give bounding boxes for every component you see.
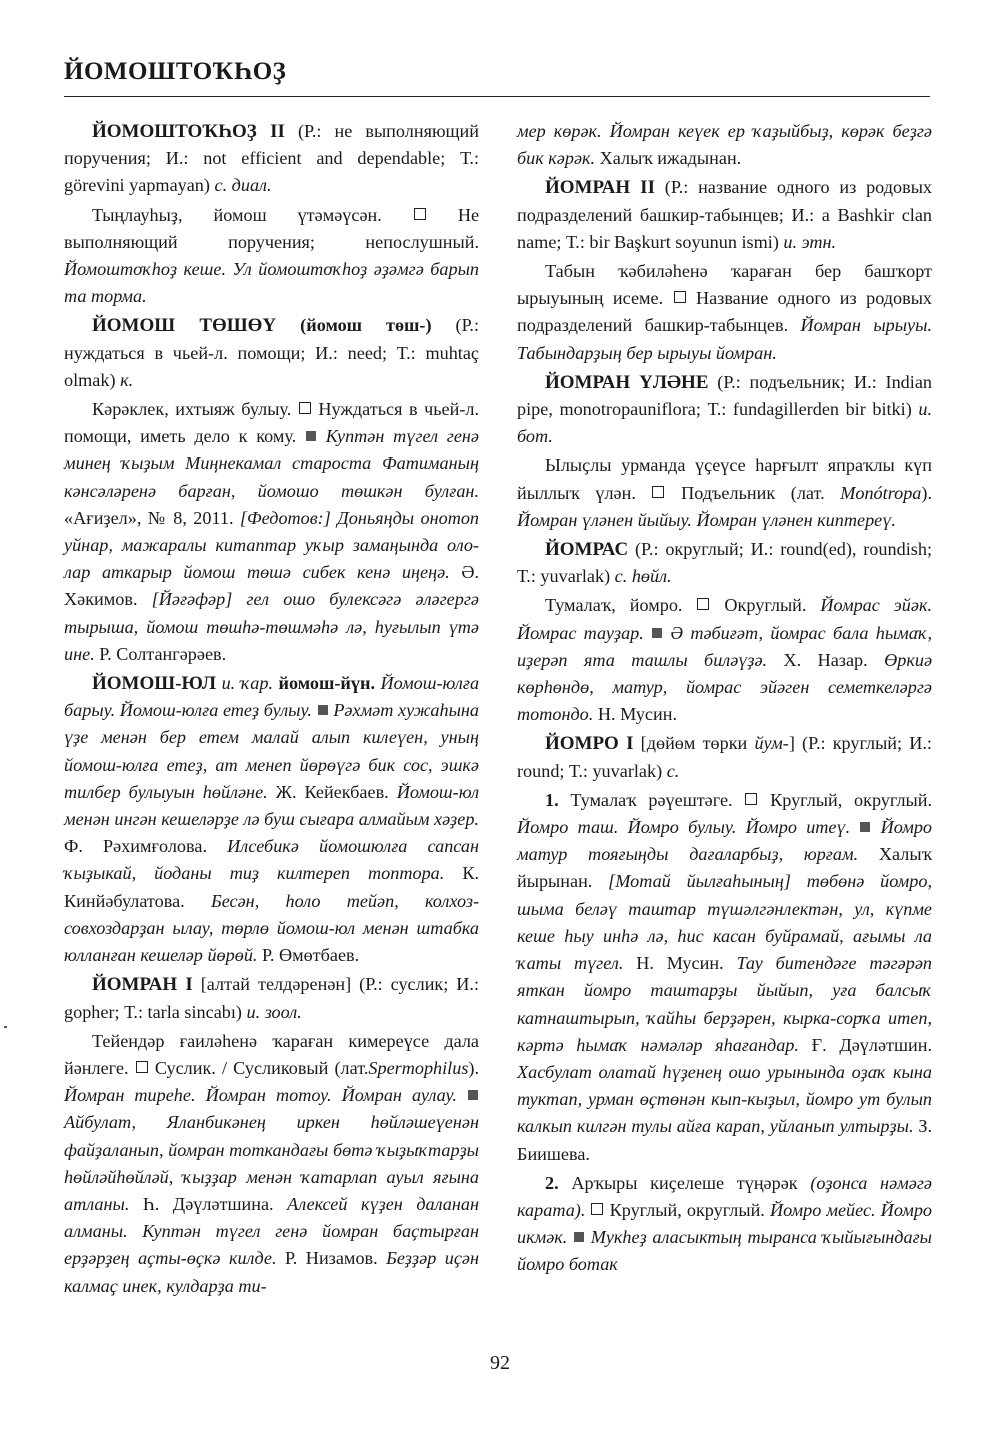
- source: Һ. Дәүләтшина.: [142, 1193, 274, 1214]
- latin-name: Spermophilus: [368, 1057, 469, 1078]
- source: З. Биишева.: [517, 1116, 933, 1164]
- definition: (Р.: название одного из родовых подразделений башкир-табынцев; И.: a Bashkir clan name; Т.: bir Başkurt soyunun ismi): [517, 177, 933, 252]
- definition: (Р.: не выполняющий поручения; И.: not efficient and dependable; Т.: görevini yapmayan): [64, 121, 479, 196]
- etymology: [дөйөм төрки: [640, 733, 748, 754]
- example: Беҙҙәр иҫән калмаҫ инек, кулдарҙа ти-: [64, 1248, 479, 1296]
- example: [Мотай йылғаһының] төбөнә йомро, шыма беләү таштар түшәлгәнлектән, ул, күпме кеше һыу инһә лә, һис касан буйрамай, ағымы ла ҡаты түгел.: [517, 871, 932, 974]
- sense-number: 1.: [545, 789, 559, 810]
- example-bullet-icon: [652, 628, 662, 638]
- translation: Круглый, округлый.: [609, 1199, 765, 1220]
- example: Ә тәбиғәт, йомрас бала һымаҡ, иҙерәп ята ташлы биләүҙә.: [517, 622, 933, 670]
- headword: ЙОМОШТОҠҺОҘ II: [92, 121, 285, 142]
- translation: Подъельник (лат.: [681, 482, 825, 503]
- source: Р. Солтангәрәев.: [99, 643, 227, 664]
- entry-yomran-2: [517, 174, 932, 256]
- translation: Округлый.: [724, 595, 807, 616]
- entry-yomro-1-sense-2: [517, 1170, 932, 1279]
- entry-yomran-ulane-sense: [517, 452, 932, 534]
- sense-text: Тумалаҡ рәүештәге.: [570, 789, 733, 810]
- entry-yomoshtokhoz: [64, 118, 479, 200]
- left-column: [64, 118, 479, 1302]
- definition: (Р.: подъельник; И.: Indian pipe, monotropauniflora; Т.: fundagillerden bir bitki): [517, 371, 932, 420]
- source: Ә. Хәкимов.: [64, 562, 480, 610]
- headword: ЙОМРАН II: [545, 177, 655, 199]
- translation-square-icon: [674, 291, 686, 303]
- headword: ЙОМОШ ТӨШӨҮ: [92, 315, 277, 337]
- entry-continuation: [517, 118, 932, 172]
- source: Халыҡ ижадынан.: [599, 148, 742, 169]
- grammar-label: и. зоол.: [246, 1001, 302, 1022]
- source: Н. Мусин.: [597, 704, 678, 725]
- example: Йомро мейес. Йомро икмәк.: [517, 1199, 933, 1248]
- definition: (Р.: округлый; И.: round(ed), roundish; Т.: yuvarlak): [517, 539, 932, 587]
- translation-square-icon: [652, 486, 664, 498]
- cross-reference: йомош-йүн.: [278, 673, 376, 694]
- example: мер көрәк. Йомран кеүек ер ҡаҙыйбыҙ, көрәк беҙгә бик кәрәк.: [517, 121, 932, 169]
- grammar-label: к.: [120, 369, 134, 390]
- source: Ғ. Дәүләтшин.: [811, 1034, 933, 1055]
- translation-square-icon: [136, 1061, 148, 1073]
- example-bullet-icon: [574, 1232, 584, 1242]
- entry-yomosh-toshou-sense: [64, 396, 479, 668]
- source: Н. Мусин.: [636, 953, 724, 974]
- definition: (Р.: круглый; И.: round; Т.: yuvarlak): [517, 733, 932, 781]
- translation-square-icon: [697, 598, 709, 610]
- entry-yomran-2-sense: [517, 258, 932, 367]
- etymology-close: ]: [788, 733, 795, 754]
- latin-name: Monótropa: [840, 482, 922, 503]
- source: Х. Назар.: [783, 649, 868, 670]
- entry-yomran-1: [64, 971, 479, 1025]
- sense-text: Тумалаҡ, йомро.: [545, 595, 683, 616]
- grammar-label: и. этн.: [783, 231, 837, 252]
- sense-text: Тыңлауһыҙ, йомош үтәмәүсән.: [92, 204, 382, 225]
- entry-yomro-1: [517, 730, 932, 784]
- usage-note: (оҙонса нәмәгә карата).: [517, 1172, 932, 1220]
- source: Р. Өмөтбаев.: [262, 945, 360, 966]
- source: Ф. Рәхимғолова.: [64, 836, 207, 857]
- headword: ЙОМОШ-ЮЛ: [92, 673, 217, 695]
- example: Йомош-юл менән ингән кешеләрҙе лә буш сығара алмайым хәҙер.: [64, 781, 480, 830]
- example: Йомро матур тояғыңды дағаларбыҙ, юрғам.: [517, 817, 933, 865]
- header-rule: [64, 96, 930, 97]
- entry-yomran-ulane: [517, 369, 932, 451]
- sense-text: Тейендәр ғаиләһенә ҡараған кимереүсе дала йәнлеге.: [64, 1030, 479, 1078]
- definition: (Р.: суслик; И.: gopher; Т.: tarla sincabı): [64, 974, 480, 1022]
- translation: Нуждаться в чьей-л. помощи, иметь дело к кому.: [64, 399, 480, 447]
- entry-yomran-1-sense: [64, 1028, 479, 1300]
- translation-square-icon: [299, 402, 311, 414]
- subform: (йомош төш-): [300, 315, 432, 336]
- headword: ЙОМРО I: [545, 733, 634, 755]
- example: Куптән түгел генә минең ҡыҙым Миңнекамал староста Фатиманың кәнсәләренә барған, йомошо төшкән булған.: [64, 426, 480, 501]
- example: Йомран ырыуы. Табындарҙың бер ырыуы йомран.: [517, 315, 932, 363]
- source: Ж. Кейекбаев.: [275, 781, 389, 802]
- entry-yomosh-yul: [64, 670, 479, 969]
- margin-mark: [4, 1026, 7, 1028]
- grammar-label: с. һөйл.: [614, 566, 672, 587]
- sense-text: Кәрәклек, ихтыяж булыу.: [92, 399, 292, 420]
- headword: ЙОМРАН I: [92, 974, 193, 996]
- example: [Федотов:] Доньяңды онотоп уйнар, мажаралы китаптар уҡыр замаңында оло-лар аткарыр йомош төшә сибек кенә иңеңә.: [64, 507, 480, 583]
- example: Рәхмәт хужаһына үҙе менән бер етем малай алып килеүен, уның йомош-юлға етеҙ, ат менеп йөрөүгә бик сос, эшкә тилбер булыуын һөйләне.: [64, 700, 480, 802]
- source: «Ағиҙел», № 8, 2011.: [64, 507, 234, 528]
- example-bullet-icon: [318, 705, 328, 715]
- example: Йомоштоҡһоҙ кеше. Ул йомоштоҡһоҙ әҙәмгә барып та торма.: [64, 259, 479, 307]
- etymology-root: йум-: [754, 733, 789, 754]
- translation: Круглый, округлый.: [770, 789, 933, 810]
- example: Йомро таш. Йомро булыу. Йомро итеү.: [517, 817, 851, 838]
- example: Мукһеҙ аласыктың тыранса ҡыйығындағы йомро ботак: [517, 1227, 932, 1275]
- example: Йомош-юлға барыу. Йомош-юлға етеҙ булыу.: [64, 673, 480, 721]
- source: Р. Низамов.: [284, 1248, 378, 1269]
- definition: (Р.: нуждаться в чьей-л. помощи; И.: need; Т.: muhtaç olmak): [64, 315, 480, 390]
- translation-close: ).: [921, 482, 932, 503]
- example: Алексей күҙен даланан алманы. Куптән түгел генә йомран баҫтырған ерҙәрҙең аҫты-өҫкә килде.: [64, 1193, 479, 1269]
- translation-square-icon: [591, 1203, 603, 1215]
- example: Йомран тиреһе. Йомран тотоу. Йомран аулау.: [64, 1085, 457, 1106]
- translation-square-icon: [745, 793, 757, 805]
- grammar-label: и. бот.: [517, 399, 932, 447]
- example-bullet-icon: [860, 822, 870, 832]
- sense-text: Табын ҡәбиләһенә ҡараған бер башҡорт ырыуының исеме.: [517, 261, 932, 309]
- example: Хасбулат олатай һүҙенең ошо урынында оҙаҡ кына туктап, урман өҫтөнән кып-кыҙыл, йомро ут булып калкып килгән тулы айға карап, уйланып ултырҙы.: [517, 1061, 932, 1137]
- running-head: ЙОМОШТОҠҺОҘ: [64, 58, 287, 85]
- translation-square-icon: [414, 208, 426, 220]
- translation: Суслик. / Сусликовый (лат.: [154, 1057, 369, 1078]
- sense-text: Ылыҫлы урманда үҫеүсе һарғылт япраҡлы күп йыллыҡ үлән.: [517, 455, 932, 503]
- source: К. Кинйәбулатова.: [64, 863, 479, 911]
- sense-number: 2.: [545, 1172, 559, 1193]
- example: Тау битендәге тәгәрәп яткан йомро таштарҙы йыйып, уға балсыҡ катнаштырып, ҡайһы берҙәрен, кырка-сорҡа итеп, кәртә һымаҡ нәмәләр яһағандар.: [517, 953, 933, 1055]
- entry-yomro-1-sense-1: [517, 787, 932, 1168]
- entry-yomoshtokhoz-sense: [64, 202, 479, 311]
- example: [Йәғәфәр] гел ошо булексәгә әләгергә тырыша, йомош төшһә-төшмәһә лә, һуғылып үтә ине.: [64, 589, 479, 664]
- example: Йомран үләнен йыйыу. Йомран үләнен киптереү.: [517, 509, 896, 530]
- entry-yomras-sense: [517, 592, 932, 728]
- example: Бесән, һоло тейәп, колхоз-совхоздарҙан ылау, төрлө йомош-юл менән штабка юлланған кешеләр йөрөй.: [64, 890, 479, 966]
- example-bullet-icon: [468, 1090, 478, 1100]
- example-bullet-icon: [306, 431, 316, 441]
- etymology: [алтай телдәренән]: [200, 974, 352, 995]
- entry-yomosh-toshou: [64, 312, 479, 394]
- translation: Название одного из родовых подразделений башкир-табынцев.: [517, 288, 933, 336]
- grammar-label: с. диал.: [214, 175, 272, 196]
- translation: Не выполняющий поручения; непослушный.: [64, 204, 480, 252]
- example: Өркиә көрһөндө, матур, йомрас эйәген семеткеләргә тотондо.: [517, 649, 933, 725]
- entry-yomras: [517, 536, 932, 590]
- grammar-label: с.: [666, 760, 680, 781]
- sense-text: Арҡыры киҫелеше түңәрәк: [571, 1172, 798, 1193]
- headword: ЙОМРАН ҮЛӘНЕ: [545, 371, 709, 393]
- translation-close: ).: [468, 1057, 480, 1078]
- example: Айбулат, Яланбикәнең иркен һөйләшеүенән файҙаланып, йомран тоткандағы бөтә ҡыҙыҡтарҙы һөйләйһөйләй, ҡыҙҙар менән ҡатарлап ауыл яғына атланы.: [64, 1112, 479, 1214]
- page-number: 92: [490, 1352, 510, 1374]
- right-column: [517, 118, 932, 1281]
- grammar-label: и. ҡар.: [221, 673, 274, 694]
- source: Халыҡ йырынан.: [517, 844, 932, 892]
- example: Йомрас эйәк. Йомрас тауҙар.: [517, 595, 933, 643]
- example: Илсебикә йомошюлға сапсан ҡыҙыкай, йоданы тиҙ килтереп топтора.: [64, 836, 480, 884]
- headword: ЙОМРАС: [545, 539, 629, 561]
